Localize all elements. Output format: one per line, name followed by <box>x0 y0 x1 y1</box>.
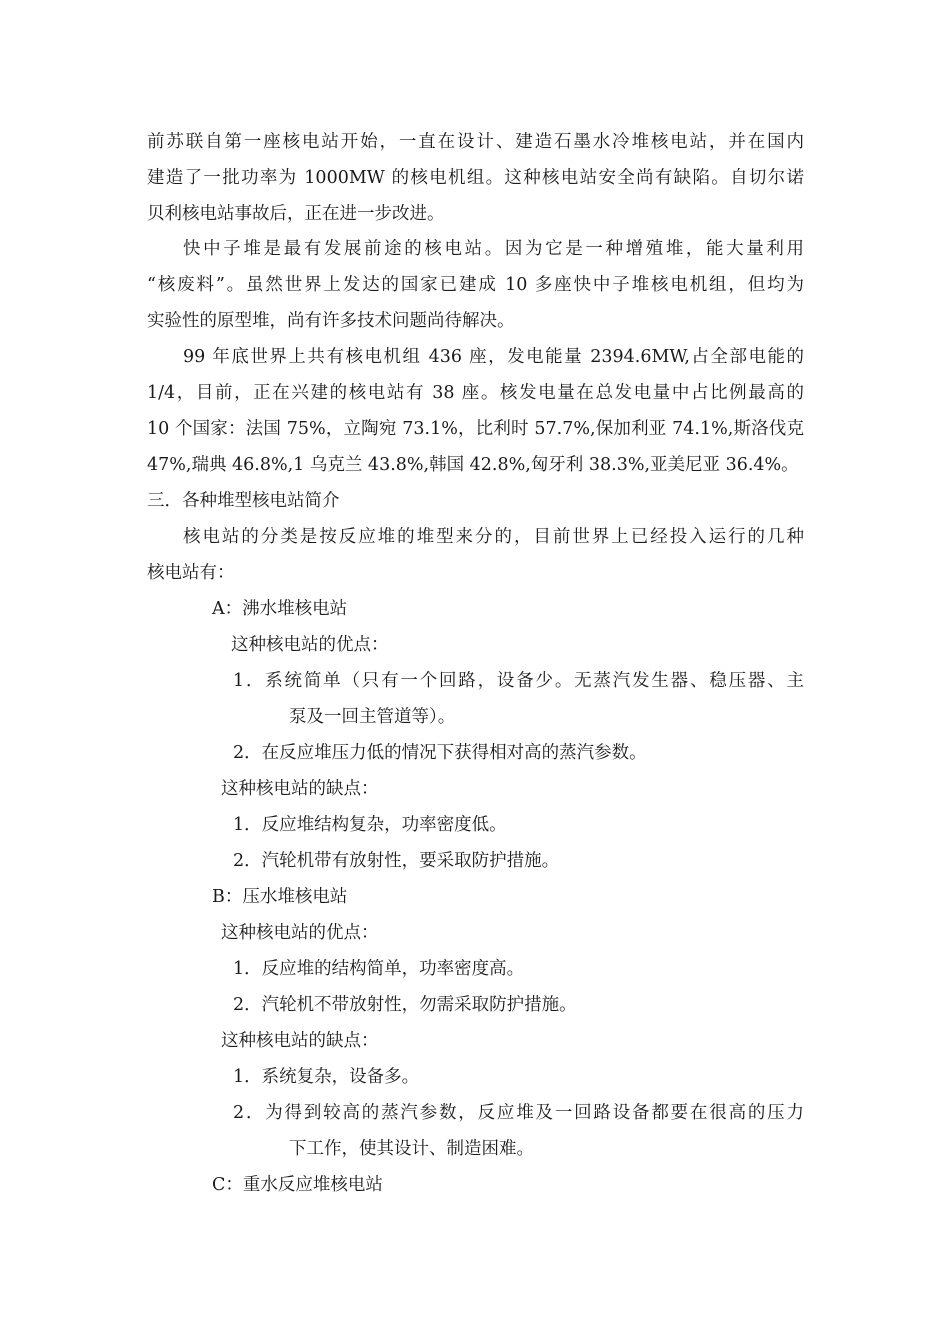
text-line: 快中子堆是最有发展前途的核电站。因为它是一种增殖堆，能大量利用 <box>183 239 804 259</box>
text-line: 核电站的分类是按反应堆的堆型来分的，目前世界上已经投入运行的几种 <box>183 527 804 547</box>
text-line: 贝利核电站事故后，正在进一步改进。 <box>147 204 445 224</box>
pros-label: 这种核电站的优点： <box>231 635 389 655</box>
section-heading: 三．各种堆型核电站简介 <box>147 491 340 511</box>
pros-label: 这种核电站的优点： <box>221 923 379 943</box>
text-line: 建造了一批功率为 1000MW 的核电机组。这种核电站安全尚有缺陷。自切尔诺 <box>147 168 804 188</box>
list-item: 2．汽轮机带有放射性，要采取防护措施。 <box>233 851 560 871</box>
list-item: 1．系统简单（只有一个回路，设备少。无蒸汽发生器、稳压器、主 <box>233 671 804 691</box>
text-line: 10 个国家：法国 75%，立陶宛 73.1%，比利时 57.7%,保加利亚 74.1%,斯洛伐克 <box>147 419 804 439</box>
list-item: 2．在反应堆压力低的情况下获得相对高的蒸汽参数。 <box>233 743 647 763</box>
list-item: 2．汽轮机不带放射性，勿需采取防护措施。 <box>233 995 577 1015</box>
list-item: 2．为得到较高的蒸汽参数，反应堆及一回路设备都要在很高的压力 <box>233 1103 804 1123</box>
text-line: 1/4，目前，正在兴建的核电站有 38 座。核发电量在总发电量中占比例最高的 <box>147 383 804 403</box>
text-line: 47%,瑞典 46.8%,1 乌克兰 43.8%,韩国 42.8%,匈牙利 38.3%,亚美尼亚 36.4%。 <box>147 455 799 475</box>
text-line: 核电站有： <box>147 563 235 583</box>
list-item-continuation: 泵及一回主管道等）。 <box>289 707 456 727</box>
cons-label: 这种核电站的缺点： <box>221 779 379 799</box>
subsection-title-c: C：重水反应堆核电站 <box>212 1175 383 1195</box>
list-item: 1．反应堆的结构简单，功率密度高。 <box>233 959 525 979</box>
text-line: 前苏联自第一座核电站开始，一直在设计、建造石墨水冷堆核电站，并在国内 <box>147 132 804 152</box>
text-line: 实验性的原型堆，尚有许多技术问题尚待解决。 <box>147 311 515 331</box>
cons-label: 这种核电站的缺点： <box>221 1031 379 1051</box>
text-line: 99 年底世界上共有核电机组 436 座，发电能量 2394.6MW,占全部电能的 <box>183 347 804 367</box>
subsection-title-a: A：沸水堆核电站 <box>212 599 348 619</box>
text-line: “核废料”。虽然世界上发达的国家已建成 10 多座快中子堆核电机组，但均为 <box>147 275 804 295</box>
list-item-continuation: 下工作，使其设计、制造困难。 <box>289 1139 534 1159</box>
subsection-title-b: B：压水堆核电站 <box>212 887 348 907</box>
list-item: 1．系统复杂，设备多。 <box>233 1067 420 1087</box>
list-item: 1．反应堆结构复杂，功率密度低。 <box>233 815 507 835</box>
